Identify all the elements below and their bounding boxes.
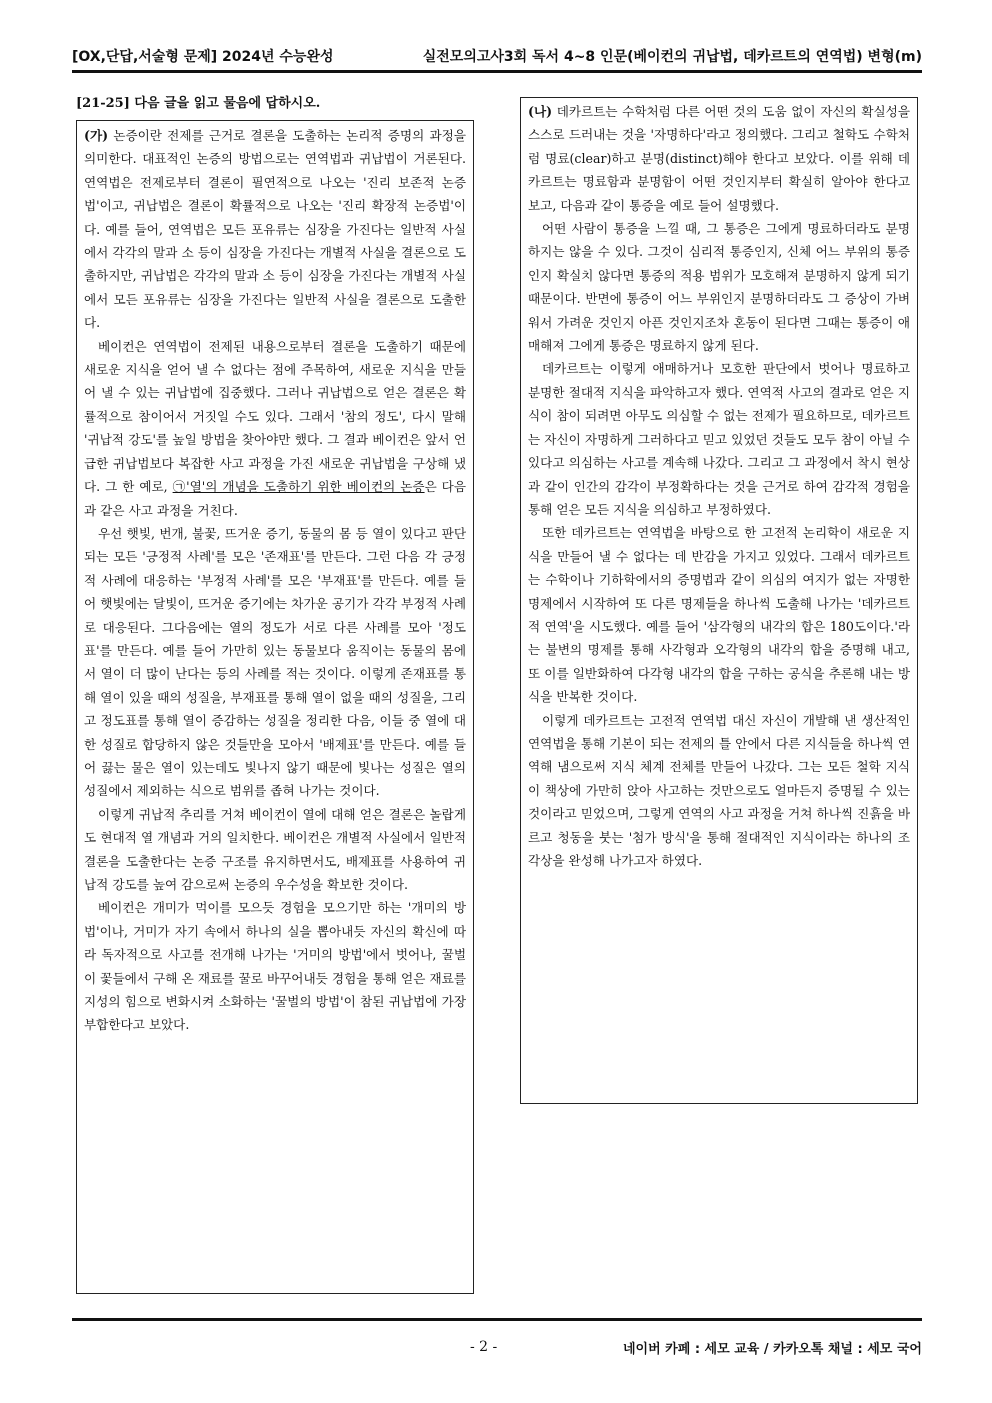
question-range-heading: [21-25] 다음 글을 읽고 물음에 답하시오. <box>76 96 321 111</box>
page-number: - 2 - <box>470 1339 498 1355</box>
passage-ga-box <box>76 120 474 1294</box>
passage-ga-paragraph-1 <box>84 124 466 335</box>
page-header <box>72 44 922 68</box>
passage-ga-paragraph-5: 베이컨은 개미가 먹이를 모으듯 경험을 모으기만 하는 '개미의 방법'이나, 거미가 자기 속에서 하나의 실을 뽑아내듯 자신의 확신에 따라 독자적으로 사고를 전개해 나가는 '거미의 방법'에서 벗어나, 꿀벌이 꽃들에서 구해 온 재료를 꿀로 바꾸어내듯 경험을 통해 얻은 재료를 지성의 힘으로 변화시켜 소화하는 '꿀벌의 방법'이 참된 귀납법에 가장 부합한다고 보았다. <box>84 900 466 1033</box>
passage-na-paragraph-2: 어떤 사람이 통증을 느낄 때, 그 통증은 그에게 명료하더라도 분명하지는 않을 수 있다. 그것이 심리적 통증인지, 신체 어느 부위의 통증인지 확실치 않다면 통증의 적용 범위가 모호해져 분명하지 않게 되기 때문이다. 반면에 통증이 어느 부위인지 분명하더라도 그 증상이 가벼워서 가려운 것인지 아픈 것인지조차 혼동이 된다면 그때는 통증이 애매해져 그에게 통증은 명료하지 않게 된다. <box>528 221 910 354</box>
passage-na-p1-text: 데카르트는 수학처럼 다른 어떤 것의 도움 없이 자신의 확실성을 스스로 드러내는 것을 '자명하다'라고 정의했다. 그리고 철학도 수학처럼 명료(clear)하고 분명(distinct)해야 한다고 보았다. 이를 위해 데카르트는 명료함과 분명함이 어떤 것인지부터 확실히 알아야 한다고 보고, 다음과 같이 통증을 예로 들어 설명했다. <box>528 104 910 213</box>
passage-ga-p2-before: 베이컨은 연역법이 전제된 내용으로부터 결론을 도출하기 때문에 새로운 지식을 얻어 낼 수 없다는 점에 주목하여, 새로운 지식을 만들어 낼 수 있는 귀납법에 집중했다. 그러나 귀납법으로 얻은 결론은 확률적으로 참이어서 거짓일 수도 있다. 그래서 '참의 정도', 다시 말해 '귀납적 강도'를 높일 방법을 찾아야만 했다. 그 결과 베이컨은 앞서 언급한 귀납법보다 복잡한 사고 과정을 가진 새로운 귀납법을 구상해 냈다. 그 한 예로, <box>84 338 466 495</box>
header-left-title: [OX,단답,서술형 문제] 2024년 수능완성 <box>72 49 334 65</box>
footer-channel-info: 네이버 카페 : 세모 교육 / 카카오톡 채널 : 세모 국어 <box>622 1341 922 1357</box>
passage-na-paragraph-4: 또한 데카르트는 연역법을 바탕으로 한 고전적 논리학이 새로운 지식을 만들어 낼 수 없다는 데 반감을 가지고 있었다. 그래서 데카르트는 수학이나 기하학에서의 증명법과 같이 의심의 여지가 없는 자명한 명제에서 시작하여 또 다른 명제들을 하나씩 도출해 나가는 '데카르트적 연역'을 시도했다. 예를 들어 '삼각형의 내각의 합은 180도이다.'라는 불변의 명제를 통해 사각형과 오각형의 내각의 합을 증명해 내고, 또 이를 일반화하여 다각형 내각의 합을 구하는 공식을 추론해 내는 방식을 반복한 것이다. <box>528 525 910 705</box>
header-rule <box>72 70 922 73</box>
footer-rule <box>72 1318 922 1321</box>
passage-na-paragraph-3: 데카르트는 이렇게 애매하거나 모호한 판단에서 벗어나 명료하고 분명한 절대적 지식을 파악하고자 했다. 연역적 사고의 결과로 얻은 지식이 참이 되려면 아무도 의심할 수 없는 전제가 필요하므로, 데카르트는 자신이 자명하게 그러하다고 믿고 있었던 것들도 모두 참이 아닐 수 있다고 의심하는 사고를 계속해 나갔다. 그리고 그 과정에서 착시 현상과 같이 인간의 감각이 부정확하다는 것을 근거로 하여 감각적 경험을 통해 얻은 모든 지식을 의심하고 부정하였다. <box>528 361 910 517</box>
page-footer <box>470 1336 922 1358</box>
passage-ga-paragraph-3: 우선 햇빛, 번개, 불꽃, 뜨거운 증기, 동물의 몸 등 열이 있다고 판단되는 모든 '긍정적 사례'를 모은 '존재표'를 만든다. 그런 다음 각 긍정적 사례에 대응하는 '부정적 사례'를 모은 '부재표'를 만든다. 예를 들어 햇빛에는 달빛이, 뜨거운 증기에는 차가운 공기가 각각 부정적 사례로 대응된다. 그다음에는 열의 정도가 서로 다른 사례를 모아 '정도표'를 만든다. 예를 들어 가만히 있는 동물보다 움직이는 동물의 몸에서 열이 더 많이 난다는 등의 사례를 적는 것이다. 이렇게 존재표를 통해 열이 있을 때의 성질을, 부재표를 통해 열이 없을 때의 성질을, 그리고 정도표를 통해 열이 증감하는 성질을 정리한 다음, 이들 중 열에 대한 성질로 합당하지 않은 것들만을 모아서 '배제표'를 만든다. 예를 들어 끓는 물은 열이 있는데도 빛나지 않기 때문에 빛나는 성질은 열의 성질에서 제외하는 식으로 범위를 좁혀 나가는 것이다. <box>84 525 466 799</box>
passage-na-paragraph-5: 이렇게 데카르트는 고전적 연역법 대신 자신이 개발해 낸 생산적인 연역법을 통해 기본이 되는 전제의 틀 안에서 다른 지식들을 하나씩 연역해 냄으로써 지식 체계 전체를 만들어 나갔다. 그는 모든 철학 지식이 책상에 가만히 앉아 사고하는 것만으로도 얼마든지 증명될 수 있는 것이라고 믿었으며, 그렇게 연역의 사고 과정을 거쳐 하나씩 진흙을 바르고 청동을 붓는 '첨가 방식'을 통해 절대적인 지식이라는 하나의 조각상을 완성해 나가고자 하였다. <box>528 712 910 868</box>
header-right-title: 실전모의고사3회 독서 4~8 인문(베이컨의 귀납법, 데카르트의 연역법) 변형(m) <box>422 49 922 65</box>
passage-ga-p2-after: 은 다음과 같은 사고 과정을 거친다. <box>84 479 466 518</box>
passage-na-box <box>520 97 918 1104</box>
underlined-target-phrase: ㉠'열'의 개념을 도출하기 위한 베이컨의 논증 <box>172 479 425 495</box>
passage-ga-paragraph-4: 이렇게 귀납적 추리를 거쳐 베이컨이 열에 대해 얻은 결론은 놀랍게도 현대적 열 개념과 거의 일치한다. 베이컨은 개별적 사실에서 일반적 결론을 도출한다는 논증 구조를 유지하면서도, 배제표를 사용하여 귀납적 강도를 높여 감으로써 논증의 우수성을 확보한 것이다. <box>84 806 466 892</box>
passage-ga-label: (가) <box>84 128 109 143</box>
passage-na-label: (나) <box>528 104 553 119</box>
passage-ga-paragraph-2 <box>84 335 466 522</box>
passage-na-paragraph-1 <box>528 100 910 217</box>
passage-ga-p1-text: 논증이란 전제를 근거로 결론을 도출하는 논리적 증명의 과정을 의미한다. 대표적인 논증의 방법으로는 연역법과 귀납법이 거론된다. 연역법은 전제로부터 결론이 필연적으로 나오는 '진리 보존적 논증법'이고, 귀납법은 결론이 확률적으로 나오는 '진리 확장적 논증법'이다. 예를 들어, 연역법은 모든 포유류는 심장을 가진다는 일반적 사실에서 각각의 말과 소 등이 심장을 가진다는 개별적 사실을 결론으로 도출하지만, 귀납법은 각각의 말과 소 등이 심장을 가진다는 개별적 사실에서 모든 포유류는 심장을 가진다는 일반적 사실을 결론으로 도출한다. <box>84 128 466 331</box>
